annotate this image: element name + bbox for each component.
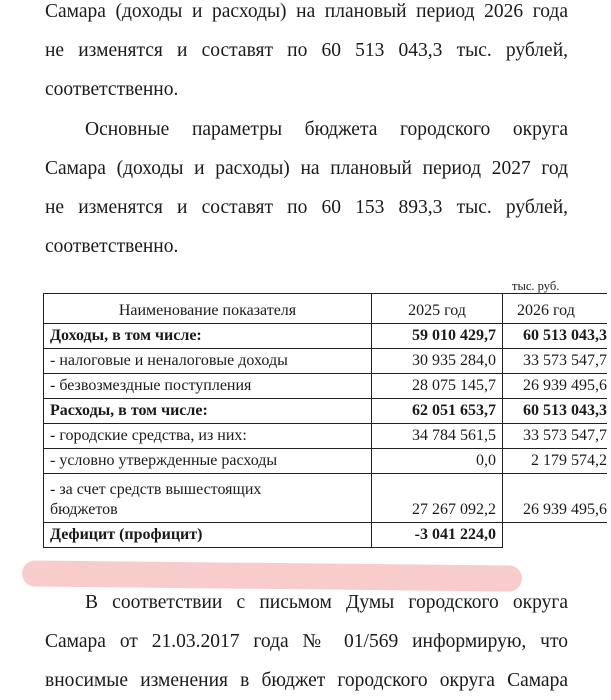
paragraph-2-line-3: не изменятся и составят по 60 153 893,3 тыс. рублей,	[45, 197, 568, 218]
row-value-2026: 26 939 495,6	[503, 374, 608, 399]
paragraph-3-line-3: вносимые изменения в бюджет городского округа Самара	[45, 670, 568, 691]
header-2025: 2025 год	[372, 294, 503, 324]
row-value-2025: -3 041 224,0	[372, 523, 503, 548]
header-indicator-name: Наименование показателя	[44, 294, 372, 324]
row-value-2025: 62 051 653,7	[372, 399, 503, 424]
row-name: - налоговые и неналоговые доходы	[44, 349, 372, 374]
paragraph-2-line-2: Самара (доходы и расходы) на плановый период 2027 год	[45, 158, 568, 179]
paragraph-1-line-1: Самара (доходы и расходы) на плановый период 2026 года	[45, 1, 568, 22]
row-value-2026: 2 179 574,2	[503, 449, 608, 474]
table-row	[44, 374, 608, 399]
row-value-2026: 33 573 547,7	[503, 424, 608, 449]
budget-table	[43, 293, 607, 548]
table-row	[44, 449, 608, 474]
header-2026: 2026 год	[503, 294, 608, 324]
row-value-2026: 60 513 043,3	[503, 324, 608, 349]
row-value-2025: 27 267 092,2	[372, 474, 503, 523]
row-name-line-1: - за счет средств вышестоящих	[50, 481, 262, 498]
row-value-2026: 33 573 547,7	[503, 349, 608, 374]
row-name: Расходы, в том числе:	[44, 399, 372, 424]
row-value-2026	[503, 523, 608, 548]
row-value-2025: 30 935 284,0	[372, 349, 503, 374]
paragraph-1-line-3: соответственно.	[45, 79, 179, 100]
table-header-row	[44, 294, 608, 324]
row-name: - безвозмездные поступления	[44, 374, 372, 399]
row-value-2026: 60 513 043,3	[503, 399, 608, 424]
paragraph-1-line-2: не изменятся и составят по 60 513 043,3 тыс. рублей,	[45, 40, 568, 61]
table-row-deficit	[44, 523, 608, 548]
table-row	[44, 399, 608, 424]
row-name-line-2: бюджетов	[50, 501, 118, 518]
paragraph-3-line-2: Самара от 21.03.2017 года № 01/569 информирую, что	[45, 631, 568, 652]
row-value-2025: 34 784 561,5	[372, 424, 503, 449]
row-name: - условно утвержденные расходы	[44, 449, 372, 474]
row-name: Дефицит (профицит)	[44, 523, 372, 548]
paragraph-3-line-1: В соответствии с письмом Думы городского округа	[85, 592, 568, 613]
row-value-2025: 28 075 145,7	[372, 374, 503, 399]
row-value-2025: 0,0	[372, 449, 503, 474]
table-row	[44, 324, 608, 349]
row-name	[44, 474, 372, 523]
row-value-2026: 26 939 495,6	[503, 474, 608, 523]
table-row	[44, 474, 608, 523]
row-value-2025: 59 010 429,7	[372, 324, 503, 349]
deficit-highlight-mark	[22, 560, 522, 591]
row-name: - городские средства, из них:	[44, 424, 372, 449]
paragraph-2-line-1: Основные параметры бюджета городского округа	[85, 119, 568, 140]
table-row	[44, 424, 608, 449]
table-row	[44, 349, 608, 374]
row-name: Доходы, в том числе:	[44, 324, 372, 349]
table-unit-label: тыс. руб.	[512, 279, 560, 293]
paragraph-2-line-4: соответственно.	[45, 236, 179, 257]
